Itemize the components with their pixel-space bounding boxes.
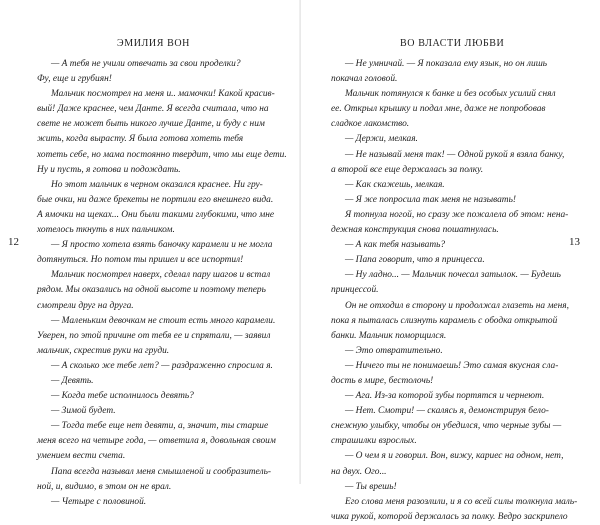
text-line: Но этот мальчик в черном оказался краснее. Ни гру- bbox=[51, 179, 263, 190]
text-line: — Ну ладно... — Мальчик почесал затылок. — Будешь bbox=[345, 270, 561, 281]
text-line: — Маленьким девочкам не стоит есть много карамели. bbox=[51, 315, 276, 326]
text-line: принцессой. bbox=[331, 285, 379, 296]
text-line: мальчик, скрестив руки на груди. bbox=[37, 345, 170, 356]
running-header-author: ЭМИЛИЯ ВОН bbox=[117, 38, 191, 49]
text-line: Я топнула ногой, но сразу же пожалела об этом: нена- bbox=[345, 209, 569, 220]
text-line: — Зимой будет. bbox=[51, 406, 116, 417]
text-line: — Я просто хотела взять баночку карамели и не могла bbox=[51, 240, 273, 251]
text-line: Мальчик посмотрел наверх, сделал пару шагов и встал bbox=[51, 270, 271, 281]
text-line: — Когда тебе исполнилось девять? bbox=[51, 391, 194, 402]
text-line: — А сколько же тебе лет? — раздраженно спросила я. bbox=[51, 360, 273, 371]
text-line: снежную улыбку, чтобы он убедился, что черные зубы — bbox=[331, 421, 562, 432]
text-line: свете не может быть никого лучше Данте, и буду с ним bbox=[37, 119, 265, 130]
text-line: — Это отвратительно. bbox=[345, 345, 443, 356]
text-line: — Ты врешь! bbox=[345, 481, 397, 492]
text-line: смотрели друг на друга. bbox=[37, 300, 134, 311]
text-line: Папа всегда называл меня смышленой и сообразитель- bbox=[51, 466, 271, 477]
text-line: дежная конструкция снова пошатнулась. bbox=[331, 225, 499, 236]
text-line: — Я же попросила так меня не называть! bbox=[345, 194, 516, 205]
text-line: страшилки взрослых. bbox=[331, 436, 417, 447]
text-line: банки. Мальчик поморщился. bbox=[331, 330, 447, 341]
text-line: — Четыре с половиной. bbox=[51, 496, 147, 507]
page-number-left: 12 bbox=[8, 236, 19, 248]
text-line: — Тогда тебе еще нет девяти, а, значит, ты старше bbox=[51, 421, 269, 432]
text-line: — Ничего ты не понимаешь! Это самая вкусная сла- bbox=[345, 360, 559, 371]
text-line: Мальчик потянулся к банке и без особых усилий снял bbox=[345, 89, 556, 100]
text-line: дость в мире, бестолочь! bbox=[331, 375, 434, 386]
text-line: рядом. Мы оказались на одной высоте и поэтому теперь bbox=[37, 285, 266, 296]
text-line: Его слова меня разозлили, и я со всей силы толкнула маль- bbox=[345, 496, 578, 507]
left-page bbox=[0, 0, 300, 507]
text-line: Он не отходил в сторону и продолжал глазеть на меня, bbox=[345, 300, 569, 311]
text-line: жить, когда вырасту. Я была готова хотеть тебя bbox=[37, 134, 244, 145]
left-page-text bbox=[37, 57, 287, 510]
text-line: А ямочки на щеках... Они были такими глубокими, что мне bbox=[37, 209, 275, 220]
text-line: хотелось ткнуть в них пальчиком. bbox=[37, 225, 175, 236]
text-line: — Нет. Смотри! — скалясь я, демонстрируя бело- bbox=[345, 406, 549, 417]
text-line: а второй все еще держалась за полку. bbox=[331, 164, 484, 175]
text-line: хотеть себе, но мама постоянно твердит, что мы еще дети. bbox=[37, 149, 287, 160]
text-line: Фу, еще и грубиян! bbox=[37, 74, 112, 85]
text-line: пока я пыталась слизнуть карамель с ободка открытой bbox=[331, 315, 558, 326]
running-header-title: ВО ВЛАСТИ ЛЮБВИ bbox=[400, 38, 505, 49]
text-line: Ну и пусть, я готова и подождать. bbox=[37, 164, 181, 175]
text-line: — А тебя не учили отвечать за свои проделки? bbox=[51, 59, 241, 69]
text-line: Мальчик посмотрел на меня и.. мамочки! Какой красив- bbox=[51, 89, 275, 100]
text-line: дотянуться. Но потом ты пришел и все испортил! bbox=[37, 255, 244, 266]
text-line: на двух. Ого... bbox=[331, 466, 387, 477]
text-line: сладкое лакомство. bbox=[331, 119, 410, 130]
text-line: чика рукой, которой держалась за полку. Ведро заскрипело bbox=[331, 511, 568, 522]
text-line: — Не называй меня так! — Одной рукой я взяла банку, bbox=[345, 149, 565, 160]
text-line: умением вести счета. bbox=[37, 451, 126, 462]
text-line: меня всего на четыре года, — ответила я, довольная своим bbox=[37, 436, 276, 447]
text-line: — Девять. bbox=[51, 375, 94, 386]
text-line: Уверен, по этой причине от тебя ее и спрятали, — заявил bbox=[37, 330, 271, 341]
text-line: ее. Открыл крышку и подал мне, даже не попробовав bbox=[331, 104, 546, 115]
text-line: покачал головой. bbox=[331, 74, 398, 85]
text-line: — Не умничай. — Я показала ему язык, но он лишь bbox=[345, 59, 548, 69]
text-line: — Держи, мелкая. bbox=[345, 134, 418, 145]
text-line: бые очки, ни даже брекеты не портили его внешнего вида. bbox=[37, 194, 274, 205]
text-line: — Ага. Из-за которой зубы портятся и чернеют. bbox=[345, 391, 545, 402]
text-line: ной, и, видимо, в этом он не врал. bbox=[37, 481, 172, 492]
page-number-right: 13 bbox=[569, 236, 580, 248]
text-line: — О чем я и говорил. Вон, вижу, кариес на одном, нет, bbox=[345, 451, 564, 462]
text-line: вый! Даже краснее, чем Данте. Я всегда считала, что на bbox=[37, 104, 269, 115]
text-line: — Папа говорит, что я принцесса. bbox=[345, 255, 485, 266]
text-line: — Как скажешь, мелкая. bbox=[345, 179, 445, 190]
text-line: — А как тебя называть? bbox=[345, 240, 446, 251]
right-page bbox=[300, 0, 600, 522]
